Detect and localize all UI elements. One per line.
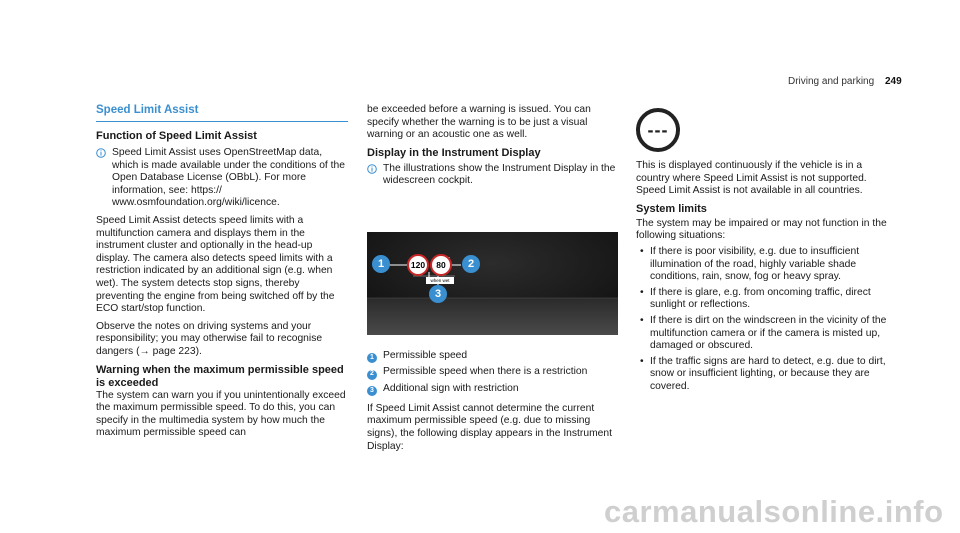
additional-sign: when wet: [426, 277, 454, 284]
legend-number: 1: [367, 353, 377, 363]
legend-text: Permissible speed: [383, 350, 468, 361]
list-item: • If the traffic signs are hard to detect, e.g. due to dirt, snow or insufficient lighting, or because they are covered.: [650, 356, 896, 394]
paragraph-limits-intro: The system may be impaired or may not function in the following situations:: [636, 217, 887, 242]
heading-display: Display in the Instrument Display: [367, 146, 541, 159]
heading-system-limits: System limits: [636, 202, 707, 215]
no-speed-icon-text: ---: [636, 108, 680, 152]
legend-item: [367, 366, 619, 379]
header-section: Driving and parking: [788, 76, 875, 87]
info-note-icon: [367, 164, 377, 174]
note-block: [96, 147, 348, 210]
running-header: [788, 76, 902, 87]
figure-illustration: [367, 232, 618, 335]
watermark: carmanualsonline.info: [604, 494, 944, 529]
legend-item: [367, 350, 619, 363]
list-item: • If there is dirt on the windscreen in the vicinity of the multifunction camera or if the camera is misted up, damaged or obscured.: [650, 315, 896, 353]
speed-sign-2: 80: [430, 254, 452, 276]
legend-number: 2: [367, 370, 377, 380]
paragraph-detection: Speed Limit Assist detects speed limits with a multifunction camera and displays them in the instrument cluster and optionally in the head-up display. The camera also detects speed limits with a restriction indicated by an additional sign (e.g. when wet). The system detects stop signs, thereby preventing the engine from being switched off by the ECO start/stop function.: [96, 214, 335, 315]
column-3: [636, 160, 896, 397]
callout-3: 3: [429, 285, 447, 303]
heading-function: Function of Speed Limit Assist: [96, 130, 257, 142]
paragraph-exceeded: be exceeded before a warning is issued. You can specify whether the warning is to be just a visual warning or an acoustic one as well.: [367, 104, 591, 141]
note-block: [367, 163, 619, 188]
section-rule: [96, 121, 348, 122]
limits-list: [636, 246, 896, 394]
list-item: • If there is glare, e.g. from oncoming traffic, direct sunlight or reflections.: [650, 287, 896, 312]
info-note-icon: [96, 148, 106, 158]
paragraph-warning: The system can warn you if you unintentionally exceed the maximum permissible speed. To do this, you can specify in the multimedia system by how much the maximum permissible speed can: [96, 389, 346, 439]
speed-sign-1: 120: [407, 254, 429, 276]
section-title: Speed Limit Assist: [96, 104, 199, 116]
legend-number: 3: [367, 386, 377, 396]
heading-warning: Warning when the maximum permissible speed is exceeded: [96, 363, 344, 389]
column-2: [367, 104, 619, 188]
column-1: [96, 104, 348, 440]
callout-2: 2: [462, 255, 480, 273]
instrument-display-figure: [367, 232, 618, 335]
legend-text: Additional sign with restriction: [383, 382, 519, 394]
list-item: • If there is poor visibility, e.g. due to insufficient illumination of the road, highly variable shade conditions, rain, snow, fog or heavy spray.: [650, 246, 896, 284]
column-2-lower: [367, 350, 619, 453]
no-speed-icon: [636, 108, 680, 152]
paragraph-responsibility: Observe the notes on driving systems and your responsibility; you may otherwise fail to recognise dangers (→ page 223).: [96, 320, 323, 357]
note-text: Speed Limit Assist uses OpenStreetMap data, which is made available under the conditions of the Open Database License (OBbL). For more information, see: https:// www.osmfoundation.org/wiki/licence.: [112, 147, 345, 209]
callout-1: 1: [372, 255, 390, 273]
page-number: 249: [884, 76, 902, 87]
paragraph-not-supported: This is displayed continuously if the vehicle is in a country where Speed Limit Assist is not supported. Speed Limit Assist is not available in all countries.: [636, 160, 867, 197]
note-text: The illustrations show the Instrument Display in the widescreen cockpit.: [383, 162, 616, 187]
paragraph-undetermined: If Speed Limit Assist cannot determine the current maximum permissible speed (e.g. due to missing signs), the following display appears in the Instrument Display:: [367, 402, 612, 452]
legend-item: [367, 383, 619, 396]
legend-text: Permissible speed when there is a restriction: [383, 366, 588, 378]
